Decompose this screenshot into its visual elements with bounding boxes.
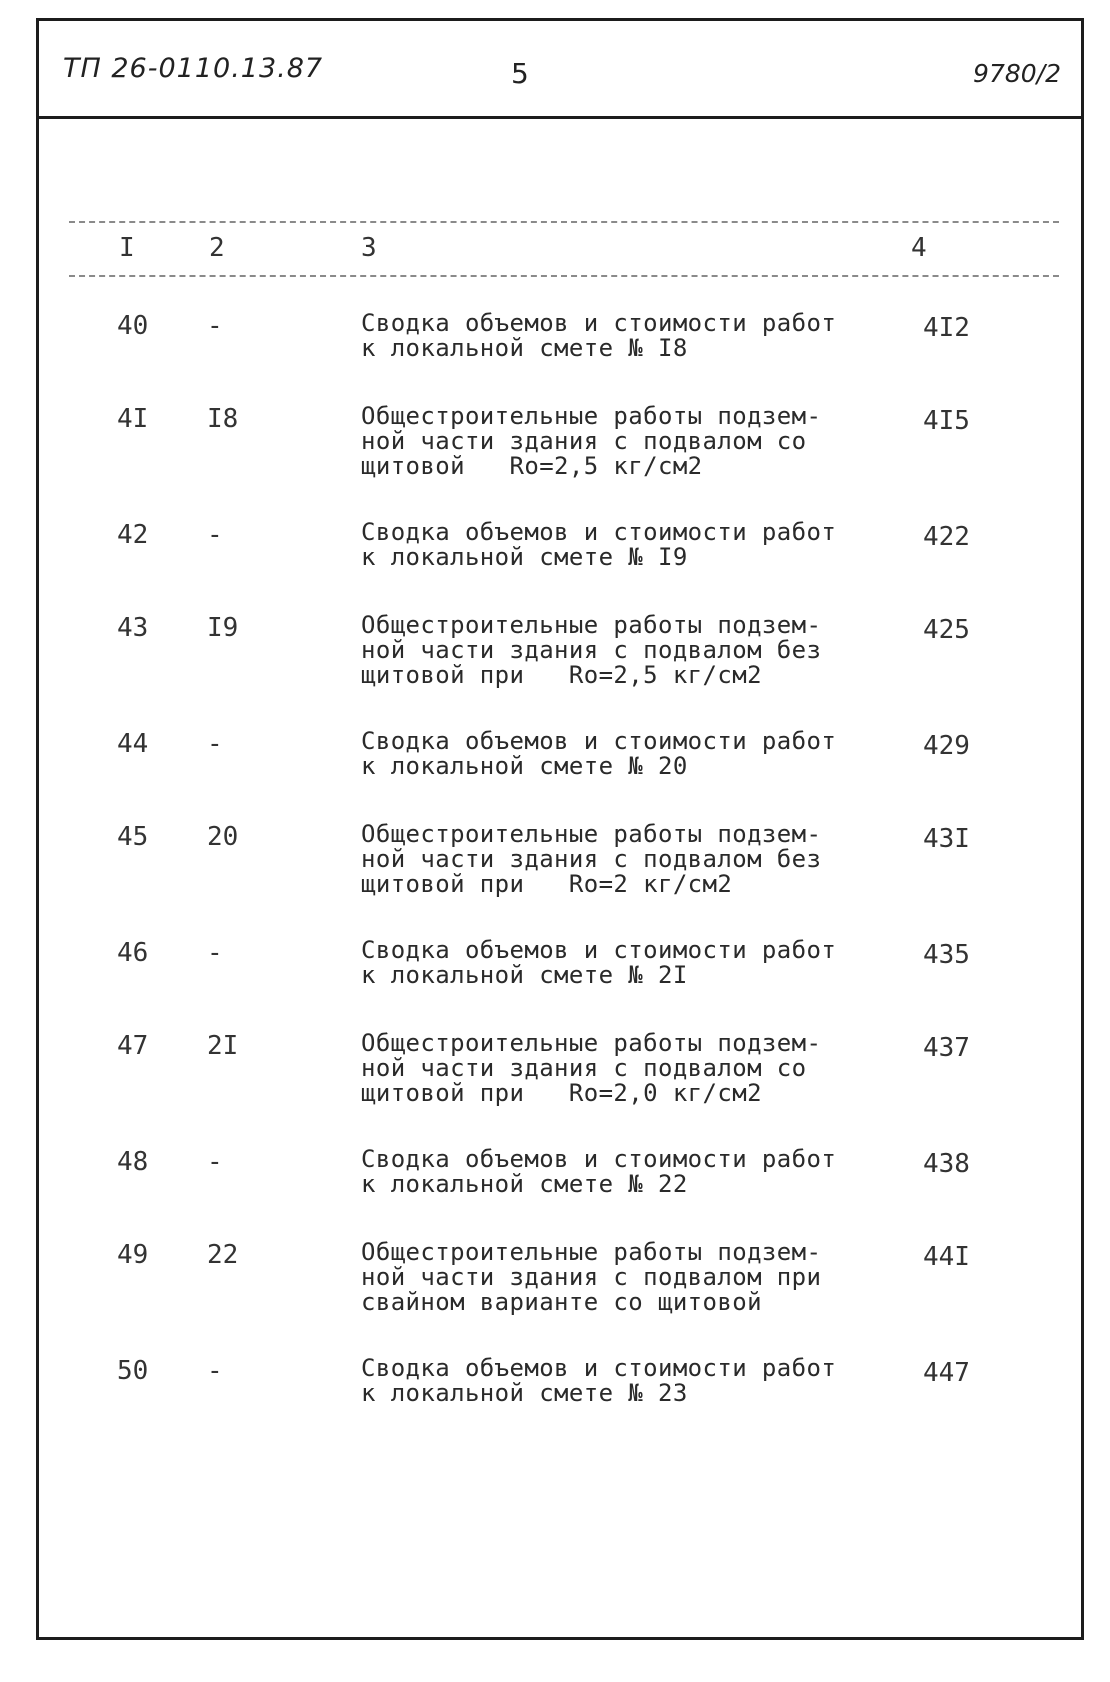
table-row <box>39 404 1081 520</box>
row-number: 45 <box>117 822 149 852</box>
row-title <box>361 520 881 570</box>
estimate-number: - <box>207 1356 223 1386</box>
table-top-rule <box>69 221 1059 223</box>
row-title-line: к локальной смете № I8 <box>361 334 688 362</box>
row-number: 47 <box>117 1031 149 1061</box>
row-title <box>361 1147 881 1197</box>
page-ref: 437 <box>923 1033 970 1063</box>
row-number: 44 <box>117 729 149 759</box>
row-title <box>361 1356 881 1406</box>
page-number: 5 <box>511 57 529 90</box>
row-title-line: к локальной смете № 23 <box>361 1379 688 1407</box>
row-title-line: щитовой Rо=2,5 кг/см2 <box>361 452 703 480</box>
row-number: 49 <box>117 1240 149 1270</box>
document-sheet <box>36 18 1084 1640</box>
row-title-line: щитовой при Rо=2,5 кг/см2 <box>361 661 762 689</box>
row-title-line: Общестроительные работы подзем- <box>361 402 822 430</box>
table-row <box>39 311 1081 404</box>
row-title-line: к локальной смете № 20 <box>361 752 688 780</box>
row-title <box>361 1240 881 1315</box>
row-title-line: Общестроительные работы подзем- <box>361 1029 822 1057</box>
table-row <box>39 520 1081 613</box>
row-number: 40 <box>117 311 149 341</box>
estimate-number: - <box>207 311 223 341</box>
estimate-number: - <box>207 729 223 759</box>
estimate-number: 22 <box>207 1240 239 1270</box>
row-title-line: ной части здания с подвалом при <box>361 1263 822 1291</box>
row-number: 48 <box>117 1147 149 1177</box>
row-title-line: Общестроительные работы подзем- <box>361 611 822 639</box>
page-ref: 425 <box>923 615 970 645</box>
page-ref: 43I <box>923 824 970 854</box>
estimate-number: - <box>207 520 223 550</box>
page-ref: 438 <box>923 1149 970 1179</box>
row-title-line: Общестроительные работы подзем- <box>361 820 822 848</box>
page-ref: 422 <box>923 522 970 552</box>
row-title-line: Общестроительные работы подзем- <box>361 1238 822 1266</box>
row-title <box>361 613 881 688</box>
page-ref: 447 <box>923 1358 970 1388</box>
estimate-number: - <box>207 1147 223 1177</box>
sheet-reference: 9780/2 <box>973 59 1061 88</box>
document-code: ТП 26-0110.13.87 <box>63 53 324 84</box>
row-title-line: ной части здания с подвалом со <box>361 427 807 455</box>
row-title-line: к локальной смете № 22 <box>361 1170 688 1198</box>
table-row <box>39 729 1081 822</box>
page-ref: 44I <box>923 1242 970 1272</box>
column-header-estimate: 2 <box>209 233 225 263</box>
estimate-number: I8 <box>207 404 239 434</box>
row-title-line: щитовой при Rо=2 кг/см2 <box>361 870 733 898</box>
table-row <box>39 938 1081 1031</box>
row-title-line: к локальной смете № 2I <box>361 961 688 989</box>
estimate-number: 2I <box>207 1031 239 1061</box>
row-title-line: свайном варианте со щитовой <box>361 1288 762 1316</box>
row-title-line: ной части здания с подвалом без <box>361 636 822 664</box>
row-number: 4I <box>117 404 149 434</box>
row-title-line: Сводка объемов и стоимости работ <box>361 309 837 337</box>
page-ref: 4I2 <box>923 313 970 343</box>
page-ref: 435 <box>923 940 970 970</box>
page-ref: 4I5 <box>923 406 970 436</box>
row-title-line: щитовой при Rо=2,0 кг/см2 <box>361 1079 762 1107</box>
table-row <box>39 613 1081 729</box>
row-title <box>361 311 881 361</box>
row-title <box>361 1031 881 1106</box>
title-block <box>39 21 1081 119</box>
row-title-line: ной части здания с подвалом со <box>361 1054 807 1082</box>
table-row <box>39 822 1081 938</box>
row-number: 42 <box>117 520 149 550</box>
table-header-rule <box>69 275 1059 277</box>
row-number: 46 <box>117 938 149 968</box>
row-title-line: Сводка объемов и стоимости работ <box>361 1354 837 1382</box>
column-header-title: 3 <box>361 233 377 263</box>
row-number: 50 <box>117 1356 149 1386</box>
row-title <box>361 822 881 897</box>
row-title-line: ной части здания с подвалом без <box>361 845 822 873</box>
row-title-line: к локальной смете № I9 <box>361 543 688 571</box>
row-title-line: Сводка объемов и стоимости работ <box>361 727 837 755</box>
row-number: 43 <box>117 613 149 643</box>
row-title-line: Сводка объемов и стоимости работ <box>361 1145 837 1173</box>
row-title <box>361 938 881 988</box>
estimate-number: - <box>207 938 223 968</box>
column-header-number: I <box>119 233 135 263</box>
table-row <box>39 1147 1081 1240</box>
table-row <box>39 1356 1081 1449</box>
table-body <box>39 311 1081 1449</box>
table-row <box>39 1031 1081 1147</box>
column-header-page: 4 <box>911 233 927 263</box>
row-title <box>361 404 881 479</box>
estimate-number: 20 <box>207 822 239 852</box>
row-title-line: Сводка объемов и стоимости работ <box>361 518 837 546</box>
row-title <box>361 729 881 779</box>
page-ref: 429 <box>923 731 970 761</box>
estimate-number: I9 <box>207 613 239 643</box>
table-row <box>39 1240 1081 1356</box>
row-title-line: Сводка объемов и стоимости работ <box>361 936 837 964</box>
table-header-row <box>39 233 1081 267</box>
